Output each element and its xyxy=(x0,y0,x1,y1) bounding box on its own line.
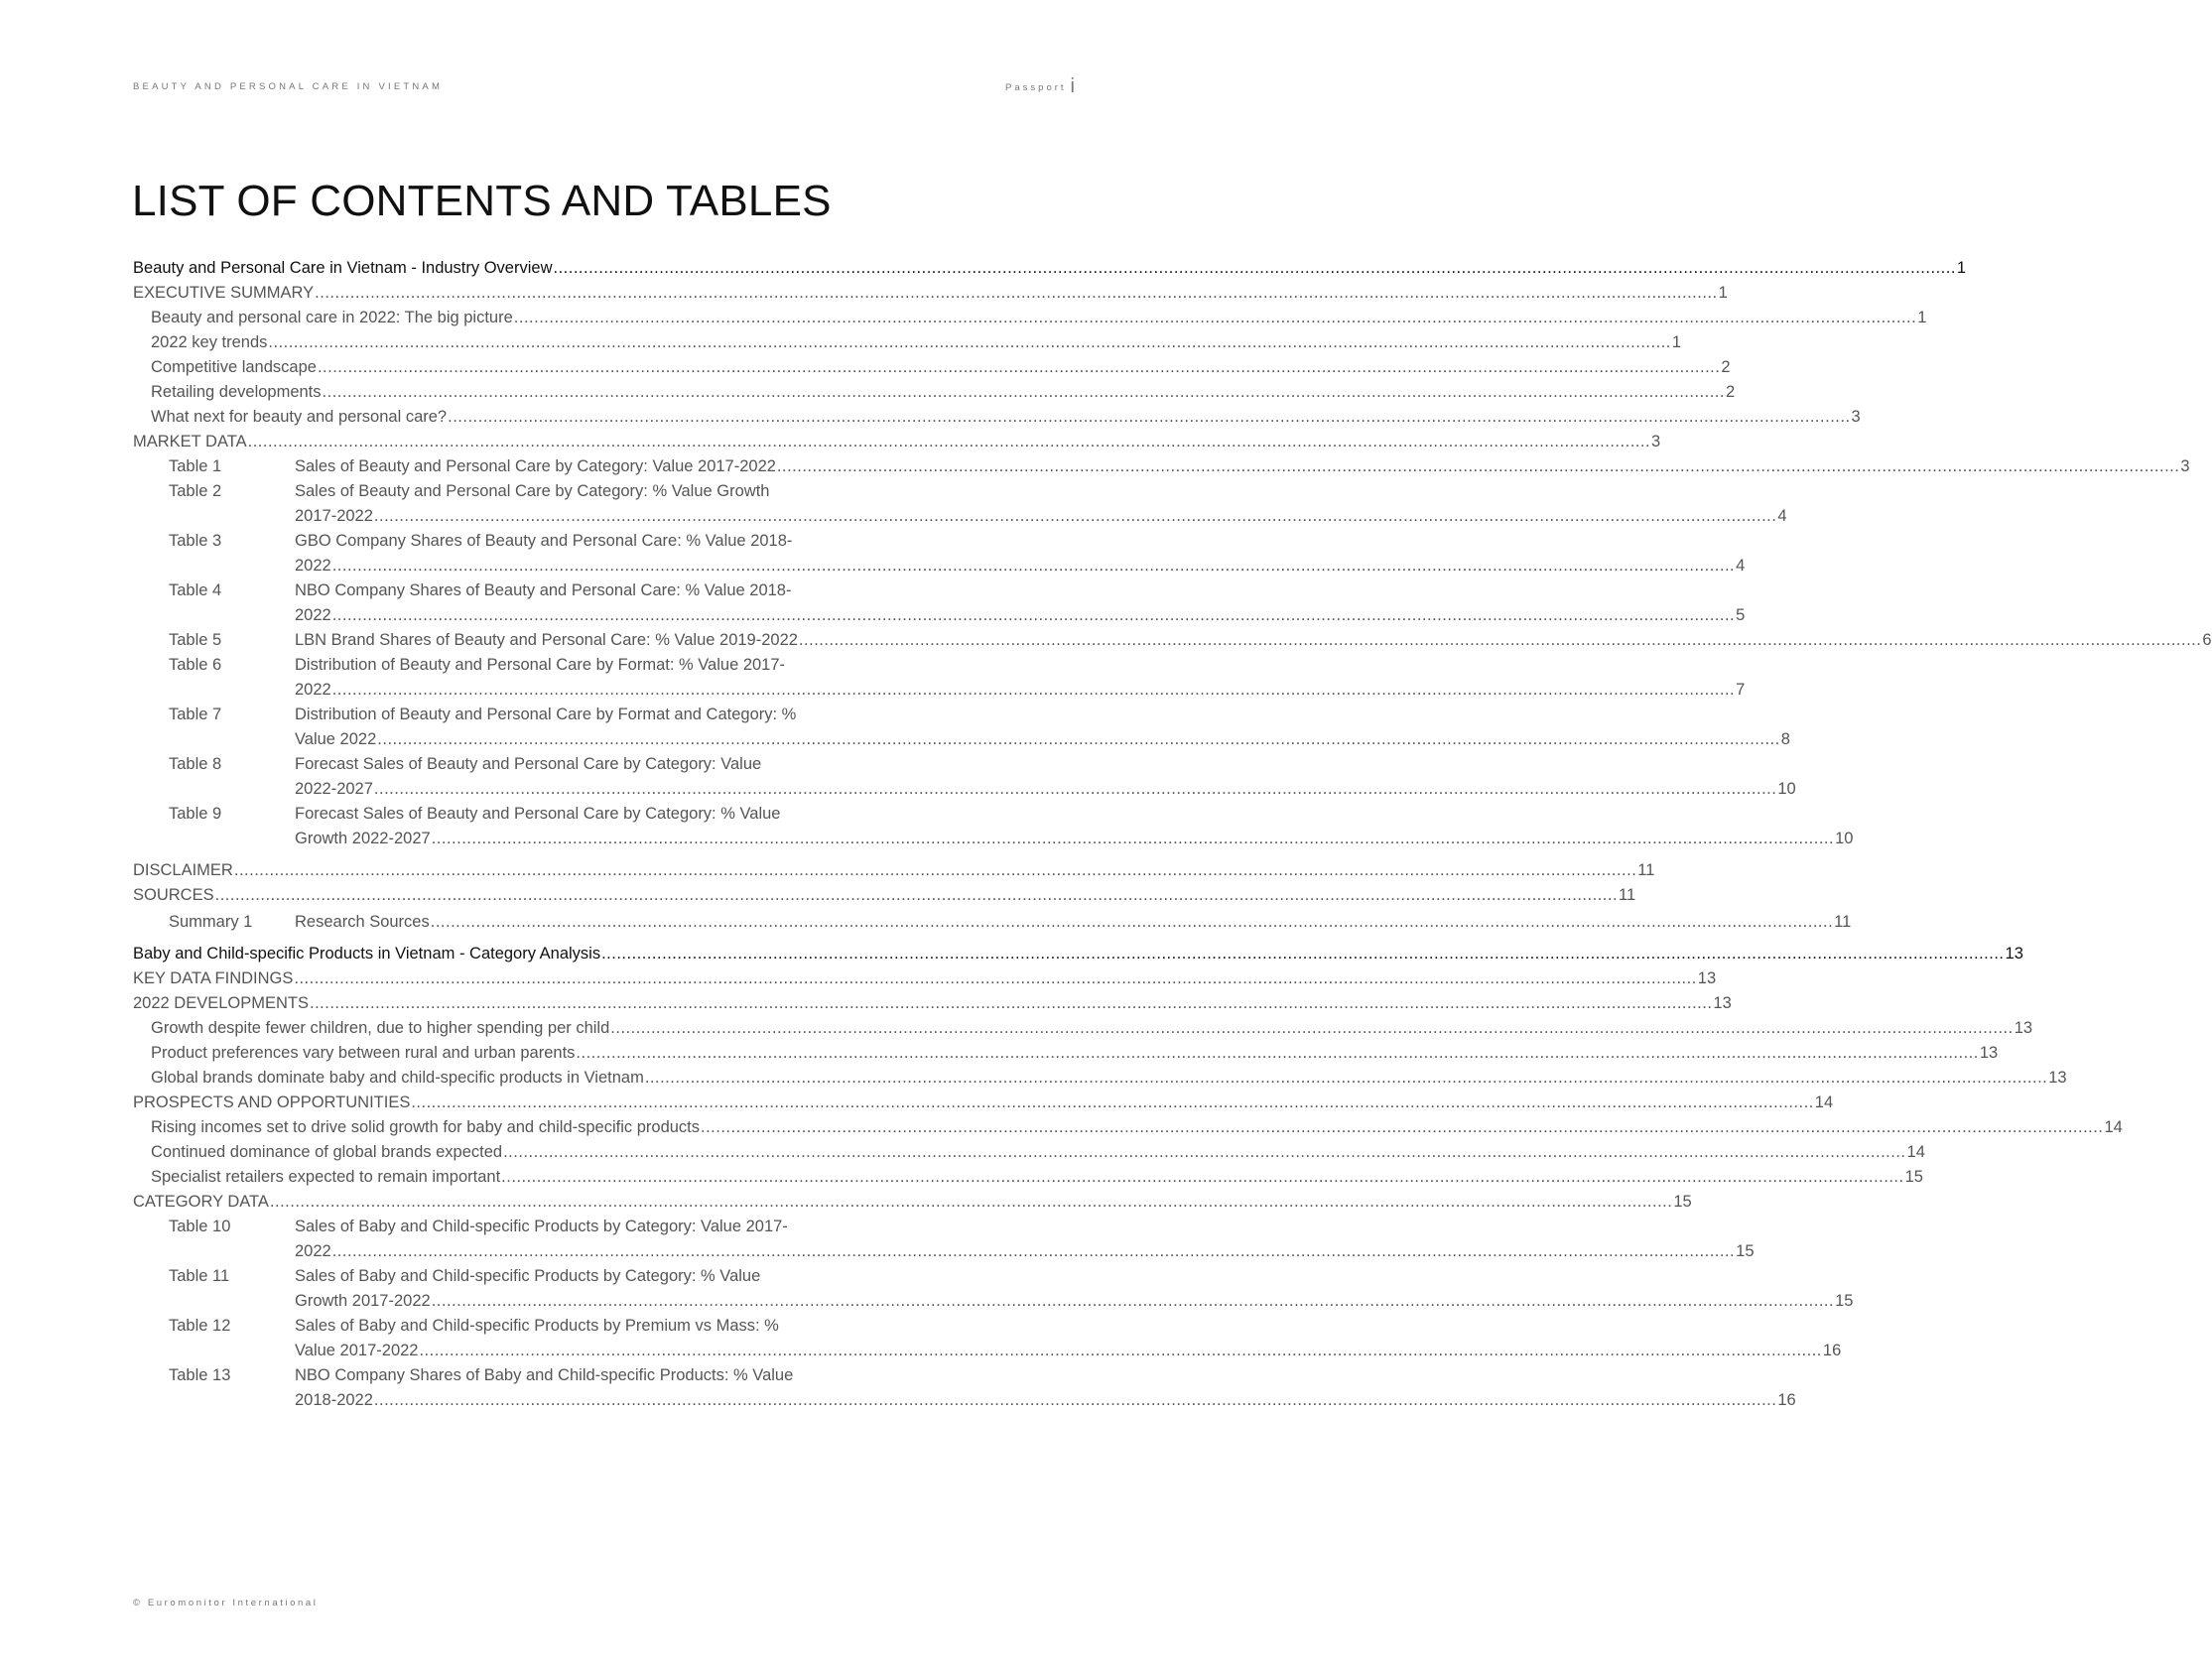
table-label: Table 9 xyxy=(169,805,222,823)
toc-entry-title: EXECUTIVE SUMMARY xyxy=(133,284,315,302)
table-label: Table 6 xyxy=(169,656,222,674)
dot-leader xyxy=(374,777,1776,802)
dot-leader xyxy=(318,355,1720,380)
table-title-line: Sales of Baby and Child-specific Products by Category: Value 2017- xyxy=(295,1218,788,1235)
toc-page-number: 4 xyxy=(1736,557,1746,575)
table-entry-body xyxy=(295,479,1787,529)
toc-page-number: 11 xyxy=(1619,886,1636,904)
table-entry-body xyxy=(295,1314,1841,1363)
table-label: Table 5 xyxy=(169,631,222,649)
toc-entry-title: SOURCES xyxy=(133,886,214,904)
toc-section-heading[interactable] xyxy=(133,942,2023,966)
dot-leader xyxy=(215,883,1618,908)
toc-page-number: 1 xyxy=(1671,333,1682,351)
toc-page-number: 10 xyxy=(1777,780,1796,798)
toc-entry-title: KEY DATA FINDINGS xyxy=(133,969,294,987)
toc-page-number: 4 xyxy=(1777,507,1787,525)
toc-page-number: 15 xyxy=(1736,1242,1755,1260)
toc-entry-title: Retailing developments xyxy=(151,383,322,401)
table-entry-body xyxy=(295,578,1745,628)
toc-entry[interactable] xyxy=(295,727,1790,752)
table-title-line: Sales of Baby and Child-specific Products by Category: % Value xyxy=(295,1267,761,1285)
toc-entry-title: DISCLAIMER xyxy=(133,861,233,879)
toc-subsection-entry[interactable] xyxy=(133,405,1861,430)
table-entry[interactable] xyxy=(133,1363,1796,1413)
dot-leader xyxy=(332,554,1735,578)
dot-leader xyxy=(553,256,1955,281)
toc-chapter-entry[interactable] xyxy=(133,966,1717,991)
toc-chapter-entry[interactable] xyxy=(133,858,1655,883)
toc-entry[interactable] xyxy=(295,554,1745,578)
table-label: Table 4 xyxy=(169,581,222,599)
toc-page-number: 5 xyxy=(1736,606,1746,624)
toc-page-number: 15 xyxy=(1673,1193,1692,1211)
toc-page-number: 2 xyxy=(1725,383,1736,401)
table-label: Summary 1 xyxy=(169,913,253,931)
toc-entry-title: 2022 xyxy=(295,681,331,699)
toc-subsection-entry[interactable] xyxy=(133,380,1736,405)
toc-page-number: 8 xyxy=(1780,730,1790,748)
footer-copyright: © Euromonitor International xyxy=(133,1598,319,1608)
table-entry[interactable] xyxy=(133,1264,1854,1314)
table-entry-body xyxy=(295,529,1745,578)
table-label: Table 7 xyxy=(169,706,222,723)
toc-subsection-entry[interactable] xyxy=(133,1041,1999,1066)
toc-entry-title: Specialist retailers expected to remain important xyxy=(151,1168,501,1186)
table-entry-body xyxy=(295,1264,1853,1314)
toc-entry-title: MARKET DATA xyxy=(133,433,247,450)
dot-leader xyxy=(323,380,1725,405)
table-entry[interactable] xyxy=(133,653,1746,703)
toc-page-number: 3 xyxy=(1851,408,1861,426)
table-title-line: Sales of Baby and Child-specific Products by Premium vs Mass: % xyxy=(295,1317,779,1335)
toc-page-number: 2 xyxy=(1721,358,1731,376)
table-entry[interactable] xyxy=(133,752,1796,802)
table-label: Table 12 xyxy=(169,1317,231,1335)
toc-entry-title: 2022-2027 xyxy=(295,780,373,798)
table-entry-body xyxy=(295,1215,1755,1264)
table-title-line: GBO Company Shares of Beauty and Personal Care: % Value 2018- xyxy=(295,532,793,550)
toc-page-number: 16 xyxy=(1777,1391,1796,1409)
toc-entry-title: Baby and Child-specific Products in Vietnam - Category Analysis xyxy=(133,945,601,963)
toc-entry-title: Growth 2022-2027 xyxy=(295,830,431,847)
toc-chapter-entry[interactable] xyxy=(133,430,1661,454)
toc-entry-title: Growth 2017-2022 xyxy=(295,1292,431,1310)
toc-page-number: 1 xyxy=(1718,284,1728,302)
table-label: Table 10 xyxy=(169,1218,231,1235)
running-header-title: BEAUTY AND PERSONAL CARE IN VIETNAM xyxy=(133,81,444,92)
toc-page-number: 14 xyxy=(2104,1118,2123,1136)
toc-entry-title: Rising incomes set to drive solid growth for baby and child-specific products xyxy=(151,1118,701,1136)
dot-leader xyxy=(315,281,1717,306)
toc-page-number: 14 xyxy=(1814,1093,1834,1111)
toc-page-number: 3 xyxy=(2180,457,2190,475)
dot-leader xyxy=(431,910,1833,935)
toc-section-heading[interactable] xyxy=(133,256,1967,281)
table-entry-body xyxy=(295,1363,1796,1413)
dot-leader xyxy=(294,966,1696,991)
table-entry-body xyxy=(295,910,1851,935)
brand-name: Passport xyxy=(1005,82,1067,93)
toc-page-number: 10 xyxy=(1835,830,1854,847)
toc-entry-title: 2017-2022 xyxy=(295,507,373,525)
toc-entry-title: PROSPECTS AND OPPORTUNITIES xyxy=(133,1093,411,1111)
toc-page-number: 6 xyxy=(2202,631,2212,649)
toc-page-number: 15 xyxy=(1835,1292,1854,1310)
table-label: Table 1 xyxy=(169,457,222,475)
toc-page-number: 13 xyxy=(2005,945,2023,963)
toc-page-number: 7 xyxy=(1736,681,1746,699)
dot-leader xyxy=(332,603,1735,628)
toc-entry-title: 2018-2022 xyxy=(295,1391,373,1409)
toc-subsection-entry[interactable] xyxy=(133,1165,1923,1190)
table-label: Table 13 xyxy=(169,1366,231,1384)
table-entry-body xyxy=(295,653,1745,703)
toc-entry[interactable] xyxy=(295,1388,1796,1413)
toc-page-number: 1 xyxy=(1917,309,1927,326)
dot-leader xyxy=(268,330,1670,355)
table-entry[interactable] xyxy=(133,703,1790,752)
toc-entry-title: Growth despite fewer children, due to higher spending per child xyxy=(151,1019,610,1037)
table-entry-body xyxy=(295,703,1790,752)
toc-subsection-entry[interactable] xyxy=(133,330,1682,355)
dot-leader xyxy=(270,1190,1672,1215)
toc-entry[interactable] xyxy=(295,1339,1841,1363)
toc-page-number: 13 xyxy=(1979,1044,1999,1062)
dot-leader xyxy=(411,1091,1813,1115)
toc-page-number: 16 xyxy=(1822,1342,1842,1359)
toc-page-number: 11 xyxy=(1637,861,1655,879)
table-entry-body xyxy=(295,752,1796,802)
toc-entry-title: Value 2022 xyxy=(295,730,377,748)
dot-leader xyxy=(701,1115,2103,1140)
page-title: LIST OF CONTENTS AND TABLES xyxy=(132,177,832,225)
table-entry[interactable] xyxy=(133,529,1746,578)
dot-leader xyxy=(514,306,1916,330)
table-title-line: NBO Company Shares of Beauty and Personal Care: % Value 2018- xyxy=(295,581,792,599)
toc-entry[interactable] xyxy=(295,777,1796,802)
dot-leader xyxy=(777,454,2179,479)
table-title-line: Distribution of Beauty and Personal Care by Format: % Value 2017- xyxy=(295,656,786,674)
toc-chapter-entry[interactable] xyxy=(133,991,1732,1016)
table-title-line: Forecast Sales of Beauty and Personal Care by Category: % Value xyxy=(295,805,781,823)
toc-page-number: 13 xyxy=(1713,994,1732,1012)
toc-entry[interactable] xyxy=(295,603,1745,628)
dot-leader xyxy=(432,1289,1834,1314)
toc-entry-title: Beauty and Personal Care in Vietnam - Industry Overview xyxy=(133,259,553,277)
toc-entry-title: LBN Brand Shares of Beauty and Personal Care: % Value 2019-2022 xyxy=(295,631,798,649)
table-of-contents xyxy=(133,256,2212,1413)
toc-subsection-entry[interactable] xyxy=(133,355,1731,380)
table-title-line: Distribution of Beauty and Personal Care by Format and Category: % xyxy=(295,706,797,723)
table-entry[interactable] xyxy=(133,479,1787,529)
table-title-line: Forecast Sales of Beauty and Personal Care by Category: Value xyxy=(295,755,762,773)
toc-entry-title: What next for beauty and personal care? xyxy=(151,408,448,426)
dot-leader xyxy=(448,405,1850,430)
running-header-brand xyxy=(1005,75,1075,98)
dot-leader xyxy=(601,942,2004,966)
toc-entry-title: Sales of Beauty and Personal Care by Category: Value 2017-2022 xyxy=(295,457,776,475)
dot-leader xyxy=(432,827,1834,851)
toc-page-number: 11 xyxy=(1834,913,1852,931)
toc-entry-title: CATEGORY DATA xyxy=(133,1193,269,1211)
table-label: Table 8 xyxy=(169,755,222,773)
toc-chapter-entry[interactable] xyxy=(133,281,1728,306)
toc-entry[interactable] xyxy=(295,504,1787,529)
toc-entry-title: 2022 key trends xyxy=(151,333,268,351)
dot-leader xyxy=(374,504,1776,529)
toc-chapter-entry[interactable] xyxy=(133,1190,1692,1215)
table-label: Table 3 xyxy=(169,532,222,550)
dot-leader xyxy=(332,678,1735,703)
dot-leader xyxy=(310,991,1712,1016)
toc-subsection-entry[interactable] xyxy=(133,1140,1925,1165)
table-entry[interactable] xyxy=(133,910,1852,935)
table-entry[interactable] xyxy=(133,628,2212,653)
dot-leader xyxy=(419,1339,1821,1363)
toc-subsection-entry[interactable] xyxy=(133,1016,2033,1041)
toc-chapter-entry[interactable] xyxy=(133,1091,1834,1115)
table-entry[interactable] xyxy=(133,1314,1842,1363)
toc-subsection-entry[interactable] xyxy=(133,1066,2067,1091)
dot-leader xyxy=(799,628,2201,653)
page-number: i xyxy=(1070,75,1075,97)
toc-chapter-entry[interactable] xyxy=(133,883,1636,908)
toc-entry-title: 2022 xyxy=(295,557,331,575)
toc-entry-title: Continued dominance of global brands expected xyxy=(151,1143,503,1161)
table-entry-body xyxy=(295,802,1853,851)
toc-entry-title: Beauty and personal care in 2022: The big picture xyxy=(151,309,513,326)
toc-page-number: 3 xyxy=(1651,433,1661,450)
toc-entry-title: Research Sources xyxy=(295,913,430,931)
toc-entry[interactable] xyxy=(295,910,1851,935)
dot-leader xyxy=(503,1140,1905,1165)
toc-page-number: 13 xyxy=(1697,969,1717,987)
toc-entry-title: 2022 xyxy=(295,606,331,624)
table-entry[interactable] xyxy=(133,578,1746,628)
dot-leader xyxy=(332,1239,1735,1264)
toc-entry[interactable] xyxy=(295,1239,1755,1264)
dot-leader xyxy=(248,430,1650,454)
table-entry[interactable] xyxy=(133,454,2190,479)
toc-page-number: 13 xyxy=(2048,1069,2067,1087)
toc-entry-title: 2022 DEVELOPMENTS xyxy=(133,994,309,1012)
toc-entry[interactable] xyxy=(295,628,2212,653)
table-entry-body xyxy=(295,628,2212,653)
toc-page-number: 13 xyxy=(2014,1019,2033,1037)
dot-leader xyxy=(234,858,1636,883)
toc-entry[interactable] xyxy=(295,678,1745,703)
toc-page-number: 15 xyxy=(1904,1168,1923,1186)
toc-entry-title: Global brands dominate baby and child-specific products in Vietnam xyxy=(151,1069,644,1087)
toc-entry[interactable] xyxy=(295,1289,1853,1314)
toc-subsection-entry[interactable] xyxy=(133,306,1927,330)
toc-entry[interactable] xyxy=(295,454,2190,479)
dot-leader xyxy=(377,727,1779,752)
toc-page-number: 14 xyxy=(1906,1143,1925,1161)
toc-entry-title: Value 2017-2022 xyxy=(295,1342,419,1359)
dot-leader xyxy=(610,1016,2013,1041)
toc-entry-title: 2022 xyxy=(295,1242,331,1260)
dot-leader xyxy=(576,1041,1978,1066)
table-entry[interactable] xyxy=(133,802,1854,851)
table-entry-body xyxy=(295,454,2190,479)
table-title-line: Sales of Beauty and Personal Care by Category: % Value Growth xyxy=(295,482,770,500)
toc-subsection-entry[interactable] xyxy=(133,1115,2123,1140)
dot-leader xyxy=(501,1165,1903,1190)
table-label: Table 2 xyxy=(169,482,222,500)
dot-leader xyxy=(374,1388,1776,1413)
toc-entry-title: Product preferences vary between rural and urban parents xyxy=(151,1044,576,1062)
toc-page-number: 1 xyxy=(1956,259,1967,277)
table-title-line: NBO Company Shares of Baby and Child-specific Products: % Value xyxy=(295,1366,794,1384)
table-label: Table 11 xyxy=(169,1267,230,1285)
table-entry[interactable] xyxy=(133,1215,1755,1264)
toc-entry[interactable] xyxy=(295,827,1853,851)
dot-leader xyxy=(645,1066,2047,1091)
toc-entry-title: Competitive landscape xyxy=(151,358,317,376)
